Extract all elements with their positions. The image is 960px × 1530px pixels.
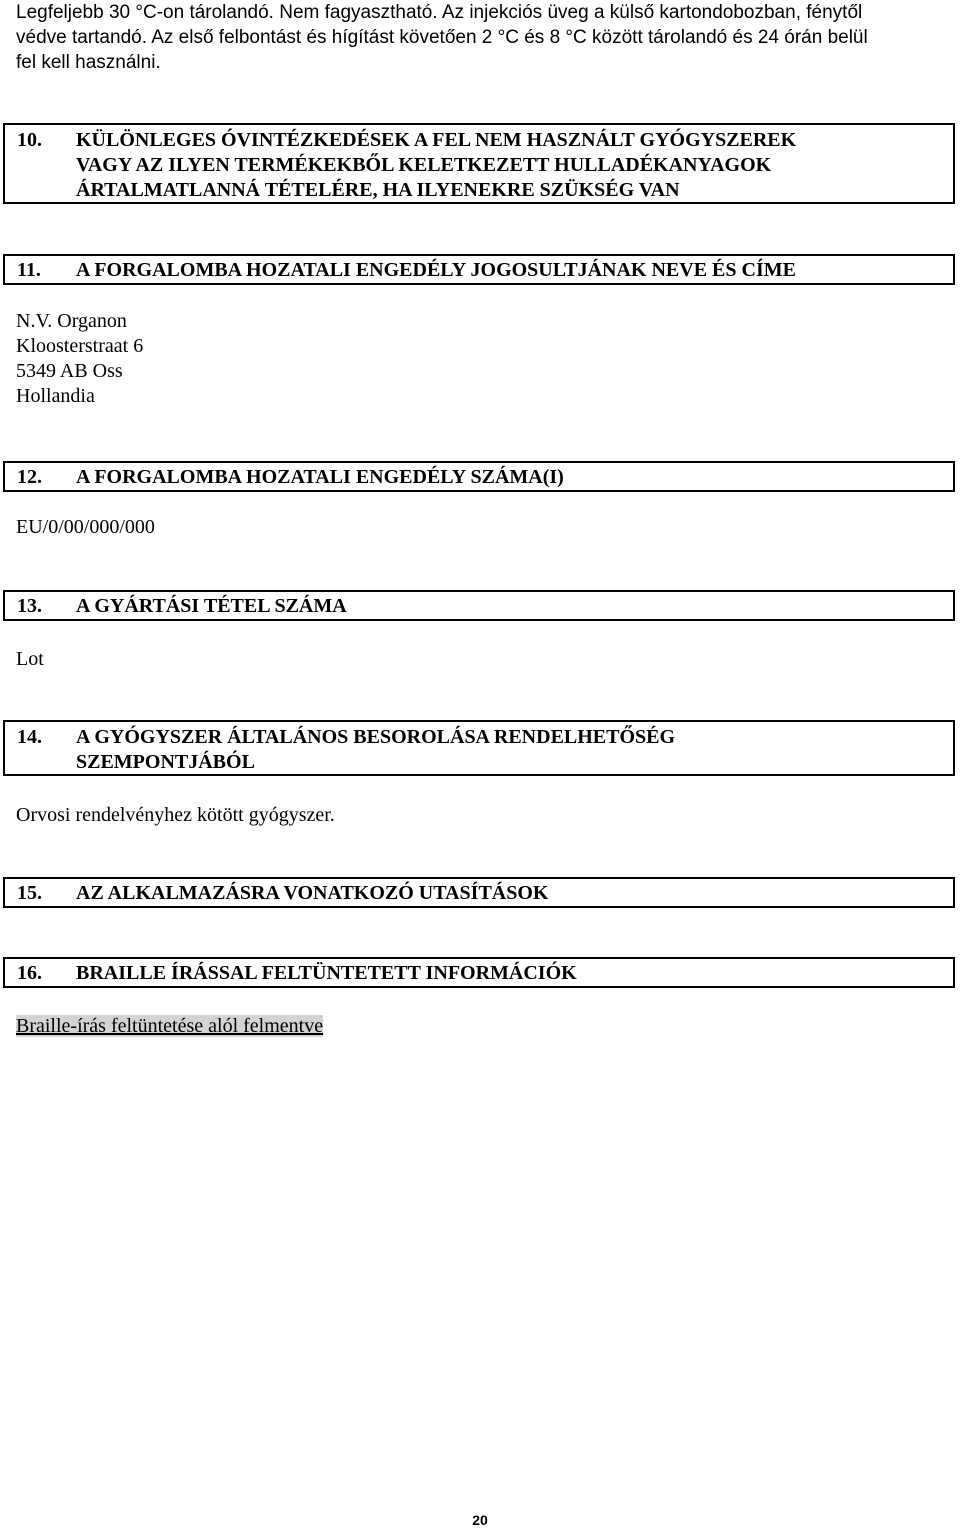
- section-title-line: AZ ALKALMAZÁSRA VONATKOZÓ UTASÍTÁSOK: [76, 882, 549, 904]
- section-title-line: A GYÓGYSZER ÁLTALÁNOS BESOROLÁSA RENDELHETŐSÉG: [76, 726, 676, 748]
- braille-exemption-note: [16, 1014, 323, 1039]
- section-title-line: A FORGALOMBA HOZATALI ENGEDÉLY SZÁMA(I): [76, 466, 564, 488]
- marketing-authorisation-number: EU/0/00/000/000: [16, 516, 155, 538]
- section-number: 11.: [17, 259, 41, 281]
- section-title: [76, 128, 945, 203]
- address-line: Hollandia: [16, 385, 95, 407]
- address-line: N.V. Organon: [16, 310, 127, 332]
- braille-exemption-text: Braille-írás feltüntetése alól felmentve: [16, 1015, 324, 1037]
- section-number: 13.: [17, 595, 42, 617]
- section-11-heading-box: [3, 254, 955, 285]
- section-16-heading-box: [3, 957, 955, 988]
- section-title: [76, 594, 945, 619]
- section-12-heading-box: [3, 461, 955, 492]
- section-title: [76, 465, 945, 490]
- section-title: [76, 961, 945, 986]
- intro-line: fel kell használni.: [16, 52, 161, 73]
- section-14-heading-box: [3, 720, 955, 776]
- section-title-line: SZEMPONTJÁBÓL: [76, 751, 255, 773]
- page-number: 20: [472, 1512, 488, 1528]
- section-title-line: A GYÁRTÁSI TÉTEL SZÁMA: [76, 595, 347, 617]
- section-15-heading-box: [3, 877, 955, 908]
- section-title-line: VAGY AZ ILYEN TERMÉKEKBŐL KELETKEZETT HULLADÉKANYAGOK: [76, 154, 772, 176]
- section-title: [76, 725, 945, 775]
- section-title: [76, 881, 945, 906]
- section-title-line: BRAILLE ÍRÁSSAL FELTÜNTETETT INFORMÁCIÓK: [76, 962, 577, 984]
- section-title-line: KÜLÖNLEGES ÓVINTÉZKEDÉSEK A FEL NEM HASZNÁLT GYÓGYSZEREK: [76, 129, 797, 151]
- section-title-line: A FORGALOMBA HOZATALI ENGEDÉLY JOGOSULTJÁNAK NEVE ÉS CÍME: [76, 259, 796, 281]
- address-line: Kloosterstraat 6: [16, 335, 144, 357]
- section-title: [76, 258, 945, 283]
- section-number: 14.: [17, 726, 42, 748]
- batch-number: Lot: [16, 648, 44, 670]
- section-number: 15.: [17, 882, 42, 904]
- intro-line: védve tartandó. Az első felbontást és hígítást követően 2 °C és 8 °C között tárolandó és 24 órán belül: [16, 27, 868, 48]
- address-line: 5349 AB Oss: [16, 360, 123, 382]
- intro-line: Legfeljebb 30 °C-on tárolandó. Nem fagyasztható. Az injekciós üveg a külső kartondobozban, fénytől: [16, 2, 863, 23]
- section-number: 10.: [17, 129, 42, 151]
- section-title-line: ÁRTALMATLANNÁ TÉTELÉRE, HA ILYENEKRE SZÜKSÉG VAN: [76, 179, 680, 201]
- section-number: 12.: [17, 466, 42, 488]
- storage-instructions-paragraph: [16, 0, 946, 75]
- section-number: 16.: [17, 962, 42, 984]
- prescription-classification: Orvosi rendelvényhez kötött gyógyszer.: [16, 804, 335, 826]
- section-10-heading-box: [3, 123, 955, 204]
- marketing-authorisation-holder-address: [16, 309, 143, 409]
- section-13-heading-box: [3, 590, 955, 621]
